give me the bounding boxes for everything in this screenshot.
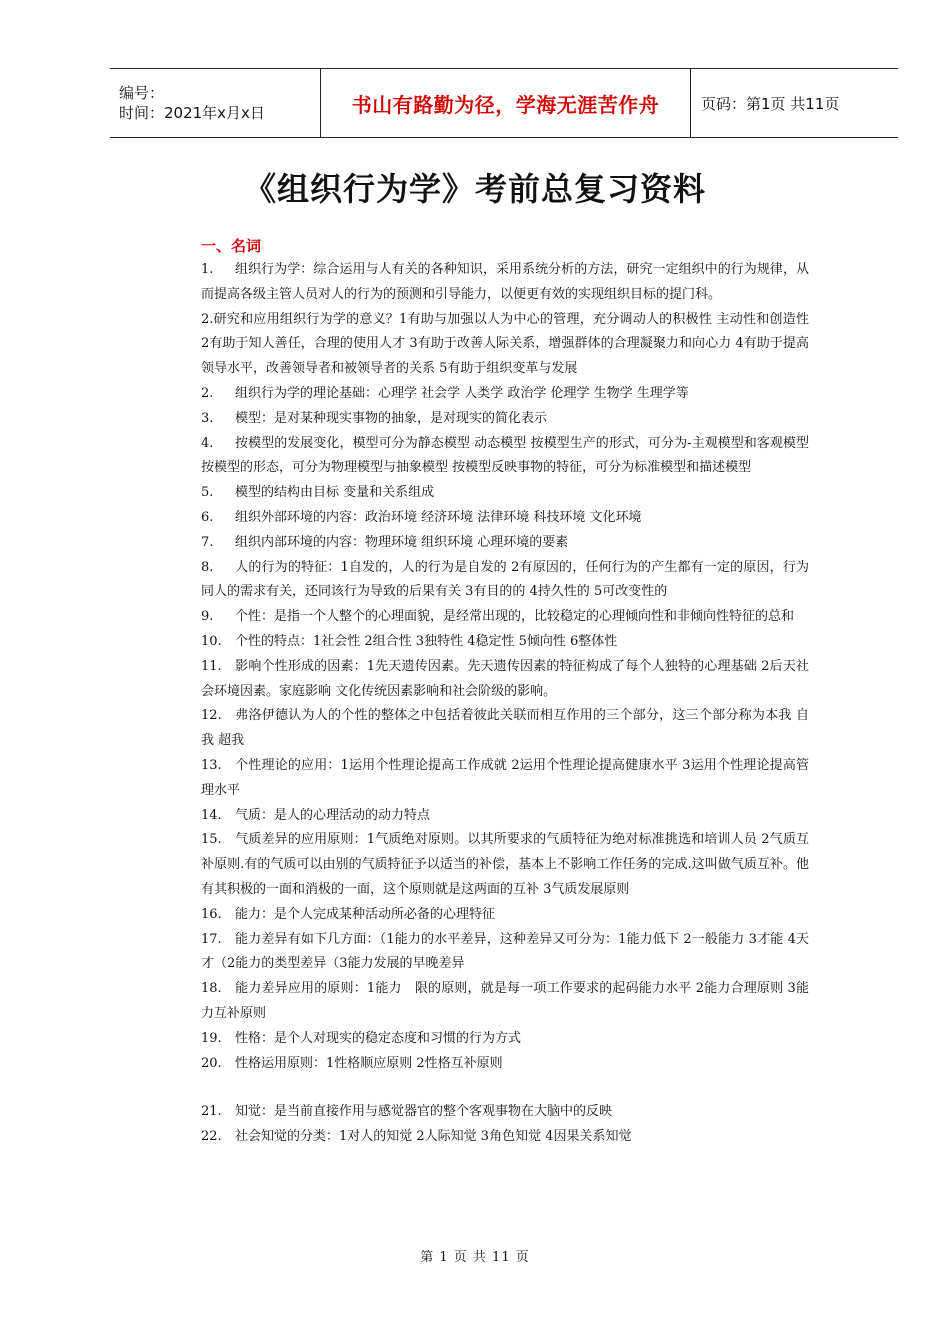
list-item: [201, 1125, 809, 1150]
item-text: 弗洛伊德认为人的个性的整体之中包括着彼此关联而相互作用的三个部分，这三个部分称为本我 自我 超我: [201, 708, 809, 749]
list-item: [201, 1052, 809, 1077]
list-item: [201, 804, 809, 829]
list-item: [201, 754, 809, 804]
item-number: 15.: [201, 832, 222, 848]
term-list: [201, 258, 809, 1150]
motto: 书山有路勤为径，学海无涯苦作舟: [351, 92, 660, 117]
list-item: [201, 556, 809, 606]
item-number: 12.: [201, 708, 222, 724]
item-text: 模型的结构由目标 变量和关系组成: [235, 485, 435, 501]
item-text: 知觉：是当前直接作用与感觉器官的整个客观事物在大脑中的反映: [235, 1104, 613, 1120]
document-title: 《组织行为学》考前总复习资料: [243, 170, 706, 208]
item-text: 组织内部环境的内容：物理环境 组织环境 心理环境的要素: [235, 534, 569, 550]
item-number: 16.: [201, 906, 222, 922]
item-text: 人的行为的特征：1自发的，人的行为是自发的 2有原因的，任何行为的产生都有一定的原因，行为同人的需求有关，还同该行为导致的后果有关 3有目的的 4持久性的 5可改变性的: [201, 559, 809, 600]
list-item: [201, 655, 809, 705]
paragraph-spacer: [201, 1076, 809, 1100]
item-text: 能力：是个人完成某种活动所必备的心理特征: [235, 906, 496, 922]
header-motto-cell: [321, 69, 691, 137]
item-number: 22.: [201, 1129, 222, 1145]
item-number: 18.: [201, 981, 222, 997]
item-text: 个性：是指一个人整个的心理面貌，是经常出现的，比较稳定的心理倾向性和非倾向性特征的总和: [235, 609, 795, 625]
item-number: 7.: [201, 534, 214, 550]
item-text: 模型：是对某种现实事物的抽象，是对现实的简化表示: [235, 410, 548, 426]
list-item: [201, 704, 809, 754]
item-text: 社会知觉的分类：1对人的知觉 2人际知觉 3角色知觉 4因果关系知觉: [235, 1129, 632, 1145]
header-page-cell: [691, 69, 898, 137]
list-item: [201, 531, 809, 556]
item-text: 能力差异有如下几方面：（1能力的水平差异，这种差异又可分为：1能力低下 2一般能力 3才能 4天才（2能力的类型差异（3能力发展的早晚差异: [201, 931, 809, 972]
item-number: 19.: [201, 1030, 222, 1046]
list-item: [201, 432, 809, 482]
list-item: [201, 308, 809, 382]
item-text: 组织行为学：综合运用与人有关的各种知识，采用系统分析的方法，研究一定组织中的行为规律，从而提高各级主管人员对人的行为的预测和引导能力，以便更有效的实现组织目标的提门科。: [201, 262, 809, 302]
item-text: 个性的特点：1社会性 2组合性 3独特性 4稳定性 5倾向性 6整体性: [235, 633, 618, 649]
item-text: 影响个性形成的因素：1先天遗传因素。先天遗传因素的特征构成了每个人独特的心理基础 2后天社会环境因素。家庭影响 文化传统因素影响和社会阶级的影响。: [201, 658, 809, 699]
time-label: 时间：2021年x月x日: [119, 104, 265, 122]
item-text: 按模型的发展变化，模型可分为静态模型 动态模型 按模型生产的形式，可分为-主观模型和客观模型 按模型的形态，可分为物理模型与抽象模型 按模型反映事物的特征，可分为标准模型和描述模型: [201, 435, 809, 476]
item-number: 4.: [201, 435, 214, 451]
item-number: 2.: [201, 385, 214, 401]
item-number: 11.: [201, 658, 222, 674]
list-item: [201, 506, 809, 531]
item-text: 组织行为学的理论基础：心理学 社会学 人类学 政治学 伦理学 生物学 生理学等: [235, 385, 689, 401]
item-number: 10.: [201, 633, 222, 649]
item-number: 14.: [201, 807, 222, 823]
list-item: [201, 1027, 809, 1052]
item-number: 13.: [201, 757, 222, 773]
list-item: [201, 258, 809, 308]
item-text: 能力差异应用的原则：1能力 限的原则，就是每一项工作要求的起码能力水平 2能力合理原则 3能力互补原则: [201, 981, 809, 1021]
header-table: [110, 68, 898, 138]
item-text: 组织外部环境的内容：政治环境 经济环境 法律环境 科技环境 文化环境: [235, 509, 642, 525]
item-number: 17.: [201, 931, 222, 947]
list-item: [201, 903, 809, 928]
item-number: 21.: [201, 1104, 222, 1120]
list-item: [201, 605, 809, 630]
item-number: 20.: [201, 1055, 222, 1071]
item-text: 性格：是个人对现实的稳定态度和习惯的行为方式: [235, 1030, 522, 1046]
list-item: [201, 828, 809, 902]
list-item: [201, 977, 809, 1027]
item-number: 6.: [201, 509, 214, 525]
list-item: [201, 1100, 809, 1125]
list-item: [201, 382, 809, 407]
serial-label: 编号：: [119, 84, 165, 102]
document-body: [201, 234, 809, 1150]
header-left-cell: [110, 69, 321, 137]
list-item: [201, 481, 809, 506]
item-number: 9.: [201, 609, 214, 625]
list-item: [201, 928, 809, 978]
item-text: 2.研究和应用组织行为学的意义？1有助与加强以人为中心的管理，充分调动人的积极性 主动性和创造性 2有助于知人善任，合理的使用人才 3有助于改善人际关系，增强群体的合理凝聚力和向心力 4有助于提高领导水平，改善领导者和被领导者的关系 5有助于组织变革与发展: [201, 311, 809, 377]
section-heading: 一、名词: [201, 237, 262, 255]
item-text: 气质差异的应用原则：1气质绝对原则。以其所要求的气质特征为绝对标准挑选和培训人员 2气质互补原则.有的气质可以由别的气质特征予以适当的补偿，基本上不影响工作任务的完成.这叫做气质互补。他有其积极的一面和消极的一面，这个原则就是这两面的互补 3气质发展原则: [201, 832, 809, 897]
item-text: 个性理论的应用：1运用个性理论提高工作成就 2运用个性理论提高健康水平 3运用个性理论提高管理水平: [201, 757, 809, 798]
page-footer: 第 1 页 共 11 页: [420, 1250, 530, 1265]
item-number: 8.: [201, 559, 214, 575]
item-text: 性格运用原则：1性格顺应原则 2性格互补原则: [235, 1055, 503, 1071]
item-number: 1.: [201, 262, 214, 277]
list-item: [201, 630, 809, 655]
page-info: 页码：第1页 共11页: [701, 94, 840, 113]
list-item: [201, 407, 809, 432]
item-number: 3.: [201, 410, 214, 426]
item-number: 5.: [201, 485, 214, 501]
item-text: 气质：是人的心理活动的动力特点: [235, 807, 431, 823]
